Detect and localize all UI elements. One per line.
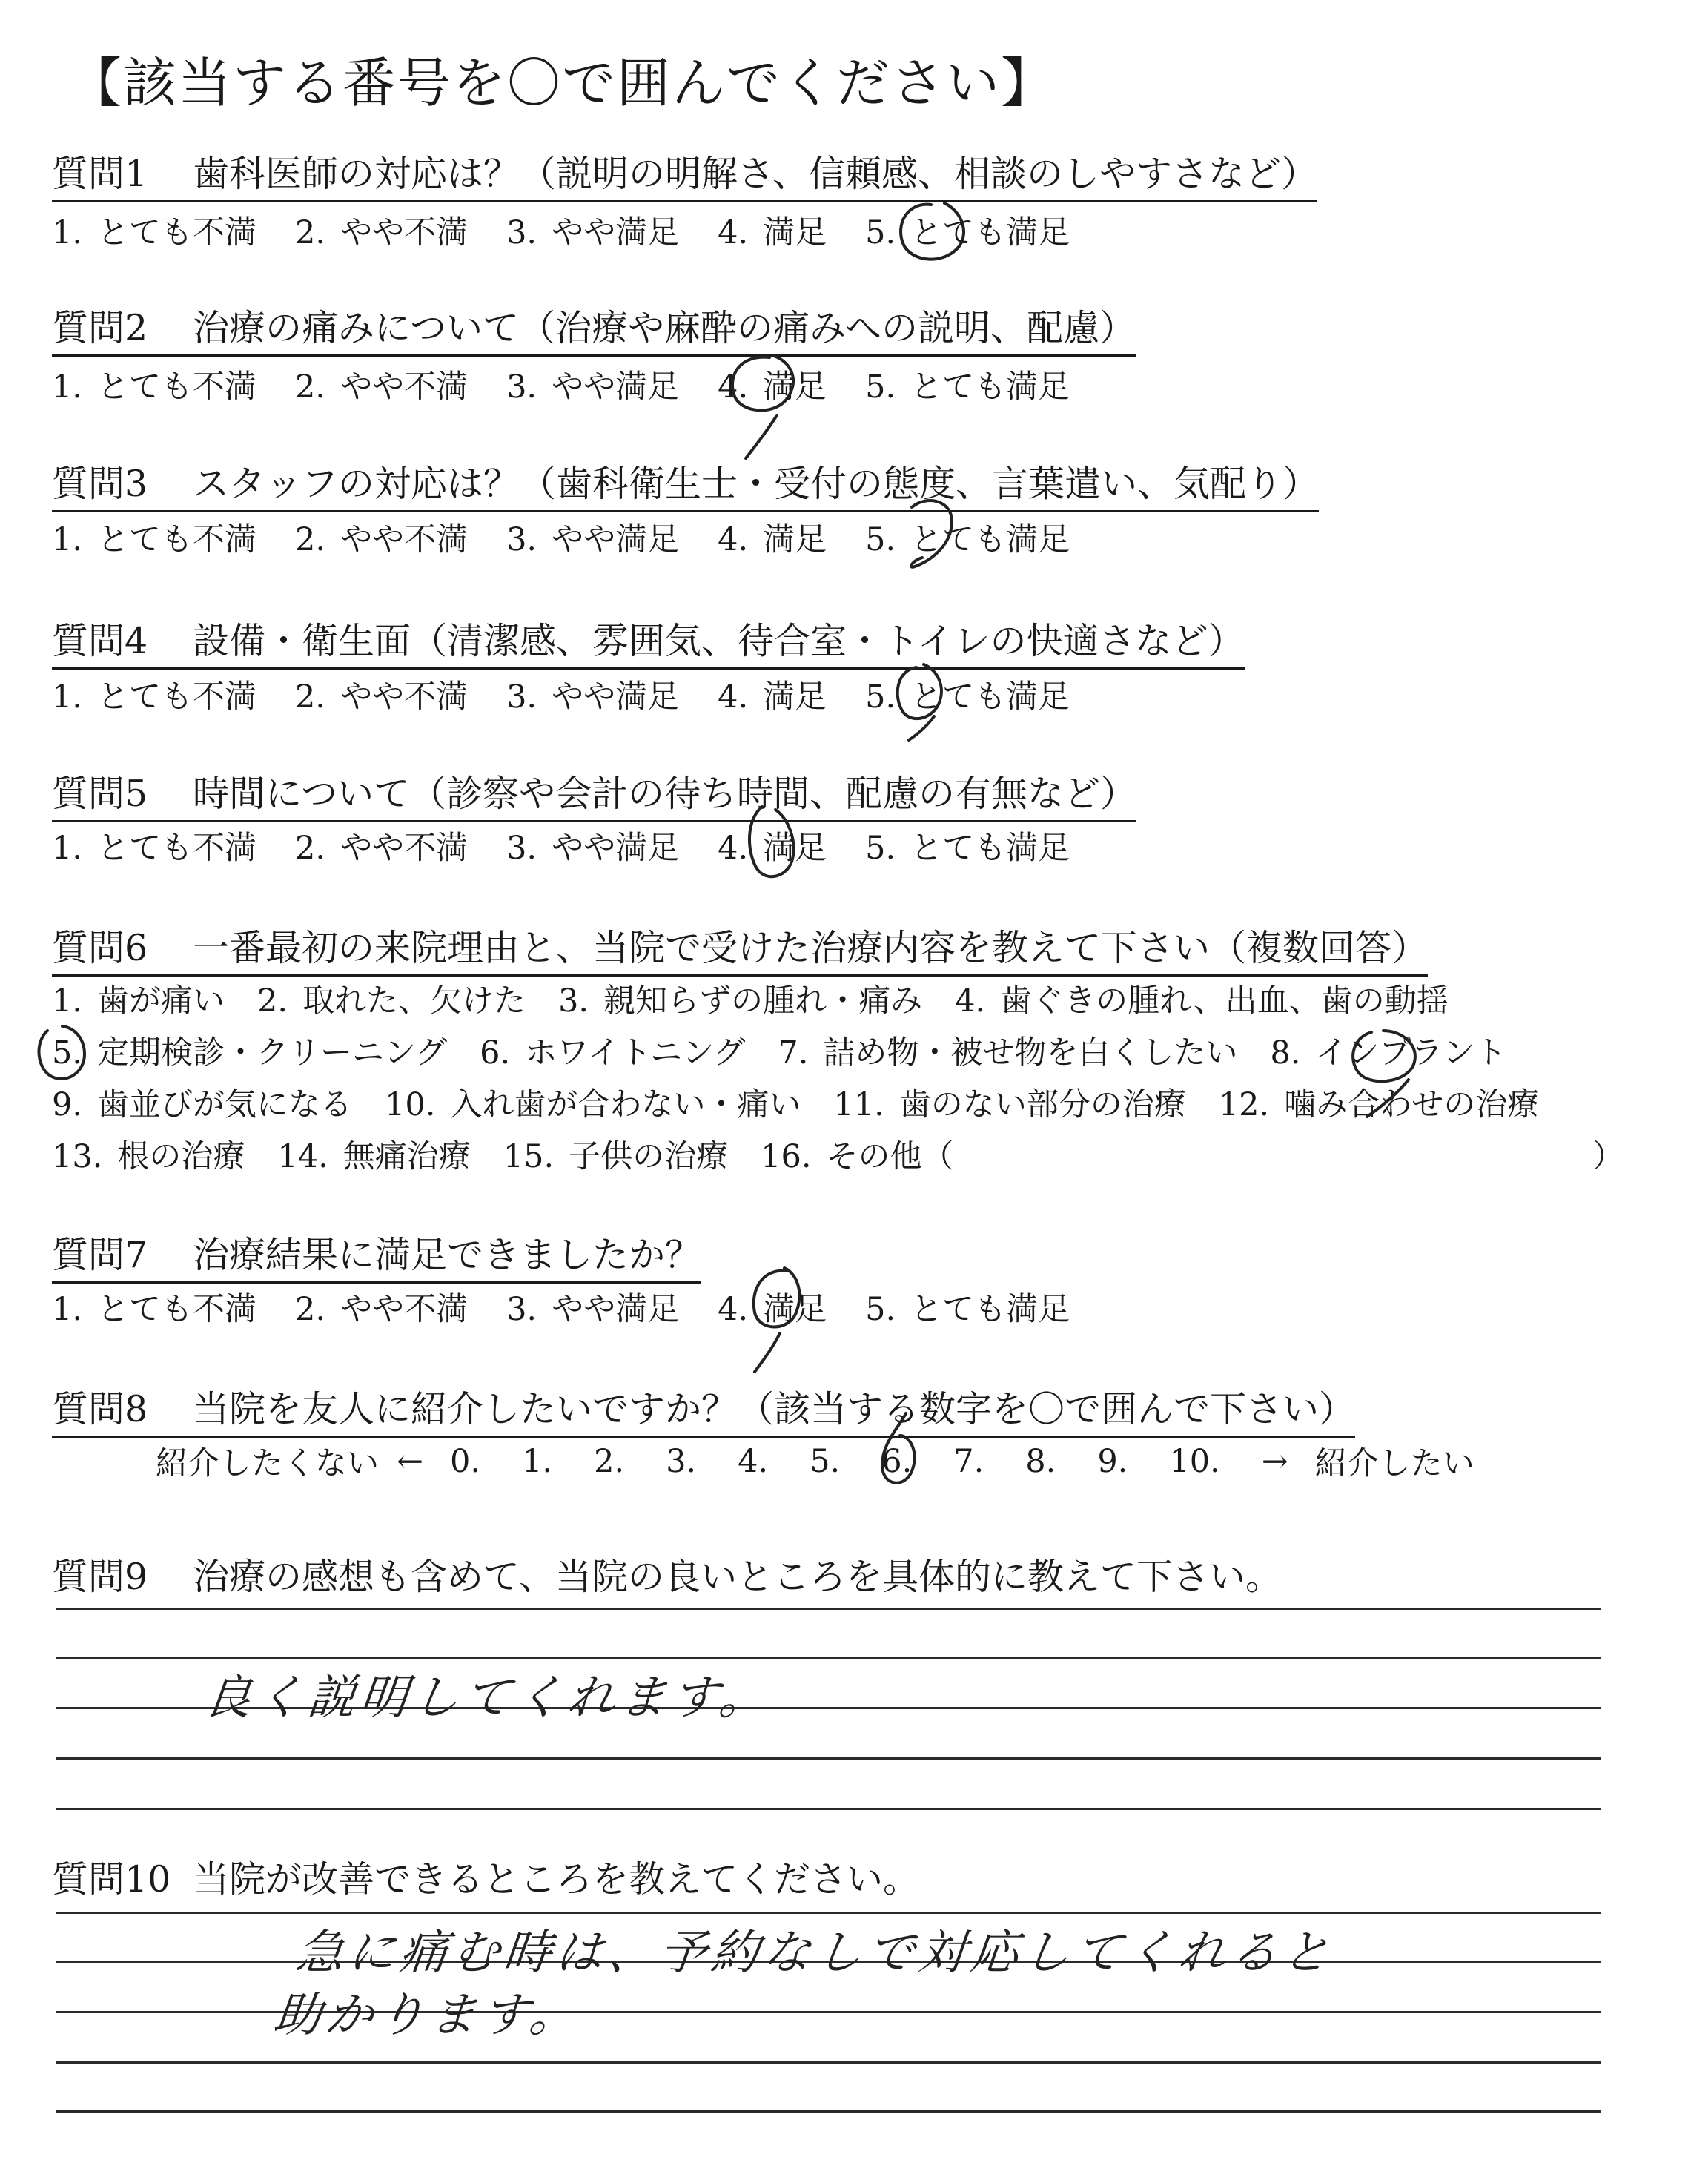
option-label: とても満足 xyxy=(910,369,1070,406)
option-16[interactable] xyxy=(761,1132,953,1177)
score-6[interactable]: 6. xyxy=(881,1442,913,1480)
option-label: とても不満 xyxy=(97,678,257,716)
option-number: 4. xyxy=(718,214,749,251)
option-number: 3. xyxy=(506,678,537,716)
option-number: 5. xyxy=(865,678,896,716)
option-5[interactable] xyxy=(52,1028,447,1073)
option-label: とても満足 xyxy=(910,678,1070,716)
question-3-options xyxy=(52,515,1108,560)
score-10[interactable]: 10. xyxy=(1169,1442,1220,1480)
option-1[interactable] xyxy=(52,362,256,407)
option-3[interactable] xyxy=(506,362,679,407)
option-number: 1. xyxy=(52,369,83,406)
option-1[interactable] xyxy=(52,1284,256,1330)
option-4[interactable] xyxy=(718,515,827,560)
question-text: 時間について（診察や会計の待ち時間、配慮の有無など） xyxy=(193,773,1137,815)
question-9-title xyxy=(52,1548,1282,1603)
option-label: とても満足 xyxy=(910,521,1070,558)
option-label: 噛み合わせの治療 xyxy=(1284,1086,1540,1123)
option-label: とても満足 xyxy=(910,830,1070,867)
option-label: とても満足 xyxy=(910,214,1070,251)
option-3[interactable] xyxy=(506,515,679,560)
option-number: 1. xyxy=(52,214,83,251)
option-1[interactable] xyxy=(52,823,256,868)
option-8[interactable] xyxy=(1270,1028,1506,1073)
option-label: やや不満 xyxy=(340,678,469,716)
option-7[interactable] xyxy=(778,1028,1237,1073)
option-number: 5. xyxy=(865,521,896,558)
option-2[interactable] xyxy=(257,976,526,1021)
option-label: やや満足 xyxy=(552,521,680,558)
option-9[interactable] xyxy=(52,1080,352,1125)
handwritten-answer: 良く説明してくれます。 xyxy=(201,1671,775,1725)
option-number: 3. xyxy=(506,214,537,251)
option-number: 4. xyxy=(955,982,986,1020)
option-label: ホワイトニング xyxy=(525,1034,746,1071)
question-6-options-row-4 xyxy=(52,1132,987,1177)
option-label: やや満足 xyxy=(552,369,680,406)
option-label: とても満足 xyxy=(910,1291,1070,1328)
option-number: 4. xyxy=(718,1291,749,1328)
question-8-scale xyxy=(156,1439,1474,1484)
option-number: 4. xyxy=(718,521,749,558)
option-5[interactable] xyxy=(865,208,1070,253)
option-3[interactable] xyxy=(558,976,922,1021)
question-text: 設備・衛生面（清潔感、雰囲気、待合室・トイレの快適さなど） xyxy=(193,620,1245,662)
scale-right-label: 紹介したい xyxy=(1314,1445,1474,1482)
question-number: 質問6 xyxy=(52,927,148,969)
option-10[interactable] xyxy=(385,1080,801,1125)
question-2-title xyxy=(52,300,1136,357)
option-number: 5. xyxy=(865,369,896,406)
question-text: 当院を友人に紹介したいですか？（該当する数字を〇で囲んで下さい） xyxy=(193,1388,1356,1430)
answer-line xyxy=(56,1657,1601,1659)
option-number: 16. xyxy=(761,1138,812,1175)
option-4[interactable] xyxy=(718,1284,827,1330)
option-label: インプラント xyxy=(1315,1034,1507,1071)
question-text: 治療結果に満足できましたか？ xyxy=(193,1234,702,1276)
score-0[interactable]: 0. xyxy=(450,1442,481,1480)
option-label: やや不満 xyxy=(340,1291,469,1328)
question-6-options-row-2 xyxy=(52,1028,1539,1073)
option-label: やや満足 xyxy=(552,214,680,251)
answer-line xyxy=(56,1757,1601,1760)
option-number: 3. xyxy=(506,521,537,558)
option-13[interactable] xyxy=(52,1132,245,1177)
option-label: 根の治療 xyxy=(117,1138,245,1175)
option-number: 2. xyxy=(257,982,288,1020)
option-label: 歯ぐきの腫れ、出血、歯の動揺 xyxy=(1000,982,1449,1020)
option-label: その他（ xyxy=(826,1138,954,1175)
option-number: 7. xyxy=(778,1034,809,1071)
option-label: やや不満 xyxy=(340,369,469,406)
option-number: 1. xyxy=(52,1291,83,1328)
option-1[interactable] xyxy=(52,672,256,717)
option-number: 5. xyxy=(865,214,896,251)
option-3[interactable] xyxy=(506,208,679,253)
left-arrow-icon: ← xyxy=(397,1442,424,1480)
question-2-options xyxy=(52,362,1108,407)
option-5[interactable] xyxy=(865,823,1070,868)
score-3[interactable]: 3. xyxy=(666,1442,697,1480)
question-number: 質問2 xyxy=(52,307,148,349)
question-1-title xyxy=(52,145,1317,202)
option-4[interactable] xyxy=(718,672,827,717)
question-6-title xyxy=(52,919,1428,977)
option-label: 入れ歯が合わない・痛い xyxy=(450,1086,801,1123)
option-label: 満足 xyxy=(763,830,827,867)
option-11[interactable] xyxy=(833,1080,1185,1125)
option-1[interactable] xyxy=(52,976,225,1021)
option-number: 5. xyxy=(52,1034,83,1071)
option-number: 15. xyxy=(503,1138,555,1175)
question-4-title xyxy=(52,612,1245,670)
option-number: 14. xyxy=(277,1138,328,1175)
option-label: やや満足 xyxy=(552,678,680,716)
option-number: 11. xyxy=(833,1086,884,1123)
option-number: 1. xyxy=(52,982,83,1020)
option-label: やや満足 xyxy=(552,1291,680,1328)
option-number: 1. xyxy=(52,678,83,716)
option-label: とても不満 xyxy=(97,369,257,406)
question-5-options xyxy=(52,823,1108,868)
question-7-title xyxy=(52,1226,701,1284)
option-number: 2. xyxy=(295,830,326,867)
option-5[interactable] xyxy=(865,672,1070,717)
scale-left-label: 紹介したくない xyxy=(156,1445,379,1482)
option-label: とても不満 xyxy=(97,830,257,867)
question-text: 当院が改善できるところを教えてください。 xyxy=(193,1858,920,1900)
option-number: 2. xyxy=(295,1291,326,1328)
right-arrow-icon: → xyxy=(1261,1442,1288,1480)
option-4[interactable] xyxy=(718,362,827,407)
question-5-title xyxy=(52,765,1136,822)
option-label: 歯が痛い xyxy=(97,982,225,1020)
option-label: 歯のない部分の治療 xyxy=(898,1086,1186,1123)
option-5[interactable] xyxy=(865,1284,1070,1330)
option-label: とても不満 xyxy=(97,521,257,558)
option-number: 2. xyxy=(295,369,326,406)
option-3[interactable] xyxy=(506,672,679,717)
option-label: 親知らずの腫れ・痛み xyxy=(603,982,923,1020)
option-number: 9. xyxy=(52,1086,83,1123)
question-text: 一番最初の来院理由と、当院で受けた治療内容を教えて下さい（複数回答） xyxy=(193,927,1429,969)
option-number: 3. xyxy=(558,982,589,1020)
option-label: やや不満 xyxy=(340,521,469,558)
option-2[interactable] xyxy=(295,672,468,717)
answer-line xyxy=(56,1808,1601,1810)
option-label: やや満足 xyxy=(552,830,680,867)
question-number: 質問1 xyxy=(52,153,148,195)
option-5[interactable] xyxy=(865,362,1070,407)
question-8-title xyxy=(52,1381,1355,1438)
question-number: 質問3 xyxy=(52,463,148,505)
option-number: 3. xyxy=(506,369,537,406)
option-label: 満足 xyxy=(763,1291,827,1328)
question-text: 歯科医師の対応は？（説明の明解さ、信頼感、相談のしやすさなど） xyxy=(193,153,1318,195)
question-number: 質問10 xyxy=(52,1858,171,1900)
option-number: 6. xyxy=(480,1034,511,1071)
option-15[interactable] xyxy=(503,1132,728,1177)
score-8[interactable]: 8. xyxy=(1025,1442,1056,1480)
option-6[interactable] xyxy=(480,1028,745,1073)
option-label: とても不満 xyxy=(97,214,257,251)
option-3[interactable] xyxy=(506,1284,679,1330)
option-label: 満足 xyxy=(763,369,827,406)
option-label: やや不満 xyxy=(340,830,469,867)
question-3-title xyxy=(52,455,1319,512)
score-1[interactable]: 1. xyxy=(522,1442,553,1480)
option-number: 1. xyxy=(52,830,83,867)
question-6-options-row-3 xyxy=(52,1080,1572,1125)
option-label: とても不満 xyxy=(97,1291,257,1328)
score-2[interactable]: 2. xyxy=(594,1442,625,1480)
option-2[interactable] xyxy=(295,208,468,253)
question-7-options xyxy=(52,1284,1108,1330)
option-number: 5. xyxy=(865,1291,896,1328)
option-2[interactable] xyxy=(295,362,468,407)
option-12[interactable] xyxy=(1219,1080,1539,1125)
question-number: 質問9 xyxy=(52,1556,148,1598)
option-2[interactable] xyxy=(295,515,468,560)
score-7[interactable]: 7. xyxy=(953,1442,984,1480)
option-number: 10. xyxy=(385,1086,436,1123)
score-9[interactable]: 9. xyxy=(1097,1442,1128,1480)
option-number: 2. xyxy=(295,214,326,251)
question-text: 治療の感想も含めて、当院の良いところを具体的に教えて下さい。 xyxy=(193,1556,1282,1598)
option-number: 2. xyxy=(295,521,326,558)
option-number: 1. xyxy=(52,521,83,558)
answer-line xyxy=(56,1608,1601,1610)
option-label: やや不満 xyxy=(340,214,469,251)
option-label: 詰め物・被せ物を白くしたい xyxy=(823,1034,1238,1071)
option-4[interactable] xyxy=(718,823,827,868)
score-5[interactable]: 5. xyxy=(810,1442,841,1480)
option-2[interactable] xyxy=(295,1284,468,1330)
handwritten-answer-line-1: 急に痛む時は、予約なしで対応してくれると xyxy=(293,1926,1337,1981)
option-label: 定期検診・クリーニング xyxy=(97,1034,448,1071)
option-4[interactable] xyxy=(955,976,1449,1021)
question-1-options xyxy=(52,208,1108,253)
option-number: 2. xyxy=(295,678,326,716)
option-number: 13. xyxy=(52,1138,103,1175)
question-number: 質問4 xyxy=(52,620,148,662)
option-3[interactable] xyxy=(506,823,679,868)
option-label: 無痛治療 xyxy=(342,1138,471,1175)
question-text: スタッフの対応は？（歯科衛生士・受付の態度、言葉遣い、気配り） xyxy=(193,463,1320,505)
answer-line xyxy=(56,2110,1601,2113)
question-number: 質問8 xyxy=(52,1388,148,1430)
option-1[interactable] xyxy=(52,515,256,560)
question-number: 質問7 xyxy=(52,1234,148,1276)
option-number: 3. xyxy=(506,830,537,867)
page-title: 【該当する番号を〇で囲んでください】 xyxy=(68,52,1056,114)
answer-line xyxy=(56,2061,1601,2064)
option-number: 4. xyxy=(718,830,749,867)
question-10-title xyxy=(52,1851,919,1906)
option-number: 8. xyxy=(1270,1034,1301,1071)
question-text: 治療の痛みについて（治療や麻酔の痛みへの説明、配慮） xyxy=(193,307,1136,349)
score-4[interactable]: 4. xyxy=(738,1442,769,1480)
option-number: 12. xyxy=(1218,1086,1270,1123)
option-2[interactable] xyxy=(295,823,468,868)
question-6-options-row-1 xyxy=(52,976,1481,1021)
option-label: 歯並びが気になる xyxy=(97,1086,353,1123)
other-close-paren: ） xyxy=(1592,1138,1624,1175)
option-4[interactable] xyxy=(718,208,827,253)
option-number: 5. xyxy=(865,830,896,867)
question-number: 質問5 xyxy=(52,773,148,815)
question-4-options xyxy=(52,672,1108,717)
option-5[interactable] xyxy=(865,515,1070,560)
option-number: 3. xyxy=(506,1291,537,1328)
option-number: 4. xyxy=(718,678,749,716)
option-number: 4. xyxy=(718,369,749,406)
answer-line xyxy=(56,1912,1601,1914)
option-label: 子供の治療 xyxy=(569,1138,729,1175)
option-1[interactable] xyxy=(52,208,256,253)
option-label: 満足 xyxy=(763,214,827,251)
option-label: 取れた、欠けた xyxy=(302,982,526,1020)
handwritten-answer-line-2: 助かります。 xyxy=(271,1988,585,2043)
option-14[interactable] xyxy=(277,1132,470,1177)
option-label: 満足 xyxy=(763,678,827,716)
option-label: 満足 xyxy=(763,521,827,558)
